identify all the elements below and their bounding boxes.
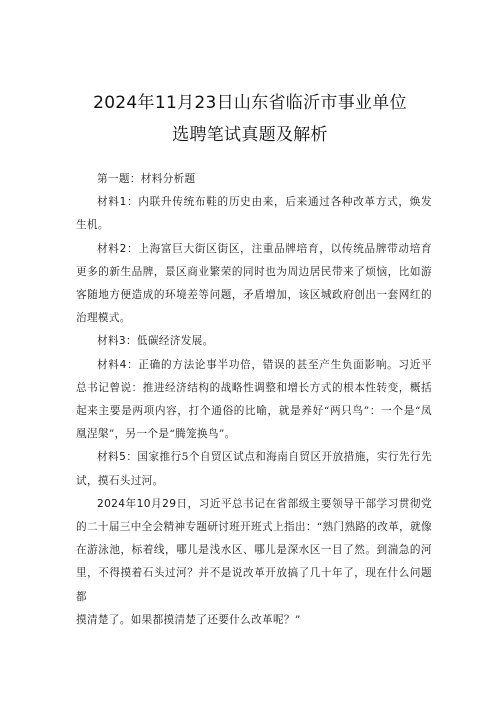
material-3-paragraph	[76, 330, 432, 353]
quote-last-line: 摸清楚了。如果都摸清楚了还要什么改革呢？”	[76, 613, 301, 626]
material-5-text: 国家推行5个自贸区试点和海南自贸区开放措施，实行先行先试，摸石头过河。	[76, 451, 433, 487]
material-5-label: 材料5：	[97, 451, 138, 464]
material-1-paragraph	[76, 191, 432, 237]
material-2-paragraph	[76, 238, 432, 331]
material-3-text: 低碳经济发展。	[136, 335, 214, 348]
document-title-line-1: 2024年11月23日山东省临沂市事业单位	[93, 93, 407, 113]
material-5-paragraph	[76, 446, 432, 492]
material-4-label: 材料4：	[97, 358, 139, 371]
material-4-paragraph	[76, 354, 432, 447]
material-3-label: 材料3：	[97, 335, 137, 348]
section-heading: 第一题：材料分析题	[97, 173, 196, 185]
material-2-text: 上海富巨大街区街区，注重品牌培育，以传统品牌带动培育更多的新生品牌，景区商业繁荣的同时也为周边居民带来了烦恼，比如游客随地方便造成的环境差等问题，矛盾增加，该区城政府创出一套网红的治理模式。	[76, 242, 432, 325]
quote-paragraph	[76, 493, 432, 609]
material-1-label: 材料1：	[97, 196, 139, 209]
quote-date: 2024年10月29日	[97, 497, 188, 510]
material-4-text: 正确的方法论事半功倍，错误的甚至产生负面影响。习近平总书记曾说：推进经济结构的战略性调整和增长方式的根本性转变，概括起来主要是两项内容，打个通俗的比喻，就是养好“两只鸟”：一个是“凤凰涅槃”，另一个是“腾笼换鸟”。	[76, 358, 432, 441]
material-2-label: 材料2：	[97, 242, 139, 255]
material-1-text: 内联升传统布鞋的历史由来，后来通过各种改革方式，焕发生机。	[76, 196, 432, 232]
quote-text: ，习近平总书记在省部级主要领导干部学习贯彻党的二十届三中全会精神专题研讨班开班式上指出：“熟门熟路的改革，就像在游泳池，标着线，哪儿是浅水区、哪儿是深水区一目了然。到湍急的河里，不得摸着石头过河？并不是说改革开放搞了几十年了，现在什么问题都	[76, 497, 432, 603]
document-title-line-2: 选聘笔试真题及解析	[172, 125, 328, 145]
document-body	[76, 168, 432, 632]
